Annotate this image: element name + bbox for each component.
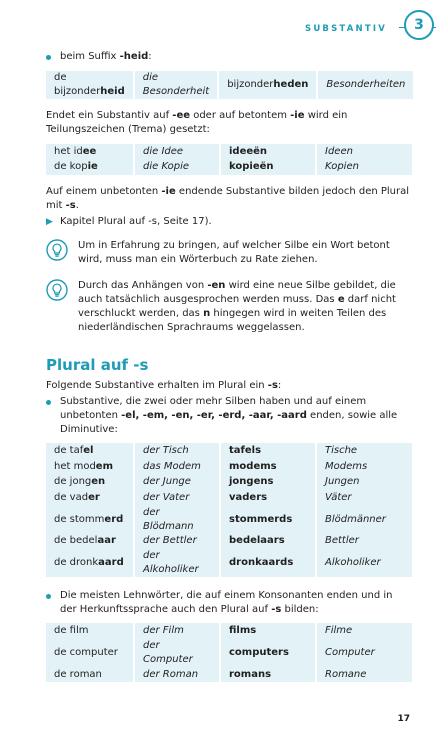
bullet-dot [46,400,51,405]
cell-singular: het idee [46,144,135,160]
cell-plural: computers [221,639,317,667]
bullet-dot [46,55,51,60]
table-plural-s-1 [46,443,412,577]
cell-singular: de stommerd [46,506,135,534]
table-heid [46,71,413,99]
bullet-loanwords: Die meisten Lehnwörter, die auf einem Konsonanten enden und in der Herkunftssprache auch den Plural auf -s bilden: [46,589,412,617]
cell-singular: de bedelaar [46,534,135,550]
cell-plural: romans [221,667,317,683]
cell-german-plural: Romane [325,668,367,680]
cell-german-plural: Computer [325,646,375,658]
cell-german-singular: der Roman [135,667,221,683]
cell-german-singular: die Idee [135,144,221,160]
page-content [46,50,412,682]
cell-german-singular: die Besonderheit [135,71,219,99]
cell-german-plural: Blödmänner [325,513,386,525]
cell-plural: kopieën [221,160,317,176]
table-row [46,160,412,176]
cell-german-plural: Filme [325,624,353,636]
cell-singular: de tafel [46,443,135,459]
cell-german-plural: Bettler [325,535,359,547]
cell-singular: de bijzonderheid [46,71,135,99]
bullet-dot [46,594,51,599]
cell-german-singular: der Film [135,623,221,639]
cell-german-plural: Tische [325,444,358,456]
cell-german-plural: Jungen [325,476,360,488]
table-row [46,639,412,667]
cell-plural: bedelaars [221,534,317,550]
paragraph-plural-s-intro: Folgende Substantive erhalten im Plural ein -s: [46,380,282,392]
cell-german-plural: Modems [325,460,368,472]
cell-german-plural: Besonderheiten [326,79,406,90]
cell-german-singular: der Bettler [135,534,221,550]
cell-plural: films [221,623,317,639]
cell-german-singular: der Vater [135,490,221,506]
cell-german-singular: der Junge [135,474,221,490]
lightbulb-icon [46,239,68,261]
cell-plural: jongens [221,474,317,490]
tip-text: Durch das Anhängen von -en wird eine neue Silbe gebildet, die auch tatsächlich ausgesprochen werden muss. Das e darf nicht verschluckt werden, das n hingegen wird in weiten Teilen des niederländischen Sprachraums weggelassen. [78,280,396,334]
page-header [0,10,446,40]
cell-plural: stommerds [221,506,317,534]
cell-german-plural: Väter [325,491,352,503]
paragraph-unstressed-ie: Auf einem unbetonten -ie endende Substantive bilden jedoch den Plural mit -s. [46,186,410,212]
table-row [46,474,412,490]
cell-singular: de roman [46,667,135,683]
cell-german-singular: der Tisch [135,443,221,459]
cross-reference: ▶ Kapitel Plural auf -s, Seite 17). [46,216,212,228]
cell-german-singular: die Kopie [135,160,221,176]
table-row [46,534,412,550]
cell-german-plural: Kopien [325,161,359,173]
chapter-badge: 3 [404,10,434,40]
table-row [46,459,412,475]
table-row [46,549,412,577]
table-row [46,71,413,99]
page-number: 17 [397,714,410,724]
cell-singular: de jongen [46,474,135,490]
section-title: Plural auf -s [46,356,149,375]
table-row [46,443,412,459]
cell-german-singular: der Computer [135,639,221,667]
lightbulb-icon [46,279,68,301]
table-row [46,490,412,506]
cell-singular: de kopie [46,160,135,176]
cell-plural: modems [221,459,317,475]
cell-singular: de vader [46,490,135,506]
tip-box-1 [46,239,412,267]
cell-german-singular: der Alkoholiker [135,549,221,577]
cell-plural: bijzonderheden [219,71,318,99]
cell-singular: het modem [46,459,135,475]
tip-text: Um in Erfahrung zu bringen, auf welcher Silbe ein Wort betont wird, muss man ein Wörterbuch zu Rate ziehen. [78,240,390,266]
cell-plural: ideeën [221,144,317,160]
table-plural-s-2 [46,623,412,682]
arrow-right-icon: ▶ [46,217,53,228]
paragraph-trema: Endet ein Substantiv auf -ee oder auf betontem -ie wird ein Teilungszeichen (Trema) gesetzt: [46,110,348,135]
cell-plural: vaders [221,490,317,506]
cell-plural: dronkaards [221,549,317,577]
cell-singular: de film [46,623,135,639]
table-trema [46,144,412,175]
bullet-suffix-heid: beim Suffix -heid: [46,50,412,64]
cell-singular: de dronkaard [46,549,135,577]
cell-plural: tafels [221,443,317,459]
cell-singular: de computer [46,639,135,667]
cell-german-plural: Alkoholiker [325,557,381,569]
section-label: SUBSTANTIV [305,24,387,34]
tip-box-2 [46,279,412,335]
cell-german-singular: das Modem [135,459,221,475]
cell-german-singular: der Blödmann [135,506,221,534]
table-row [46,144,412,160]
bullet-multisyllable: Substantive, die zwei oder mehr Silben haben und auf einem unbetonten -el, -em, -en, -er, -erd, -aar, -aard enden, sowie alle Diminutive: [46,395,412,437]
table-row [46,506,412,534]
table-row [46,667,412,683]
cell-german-plural: Ideen [325,145,353,157]
table-row [46,623,412,639]
